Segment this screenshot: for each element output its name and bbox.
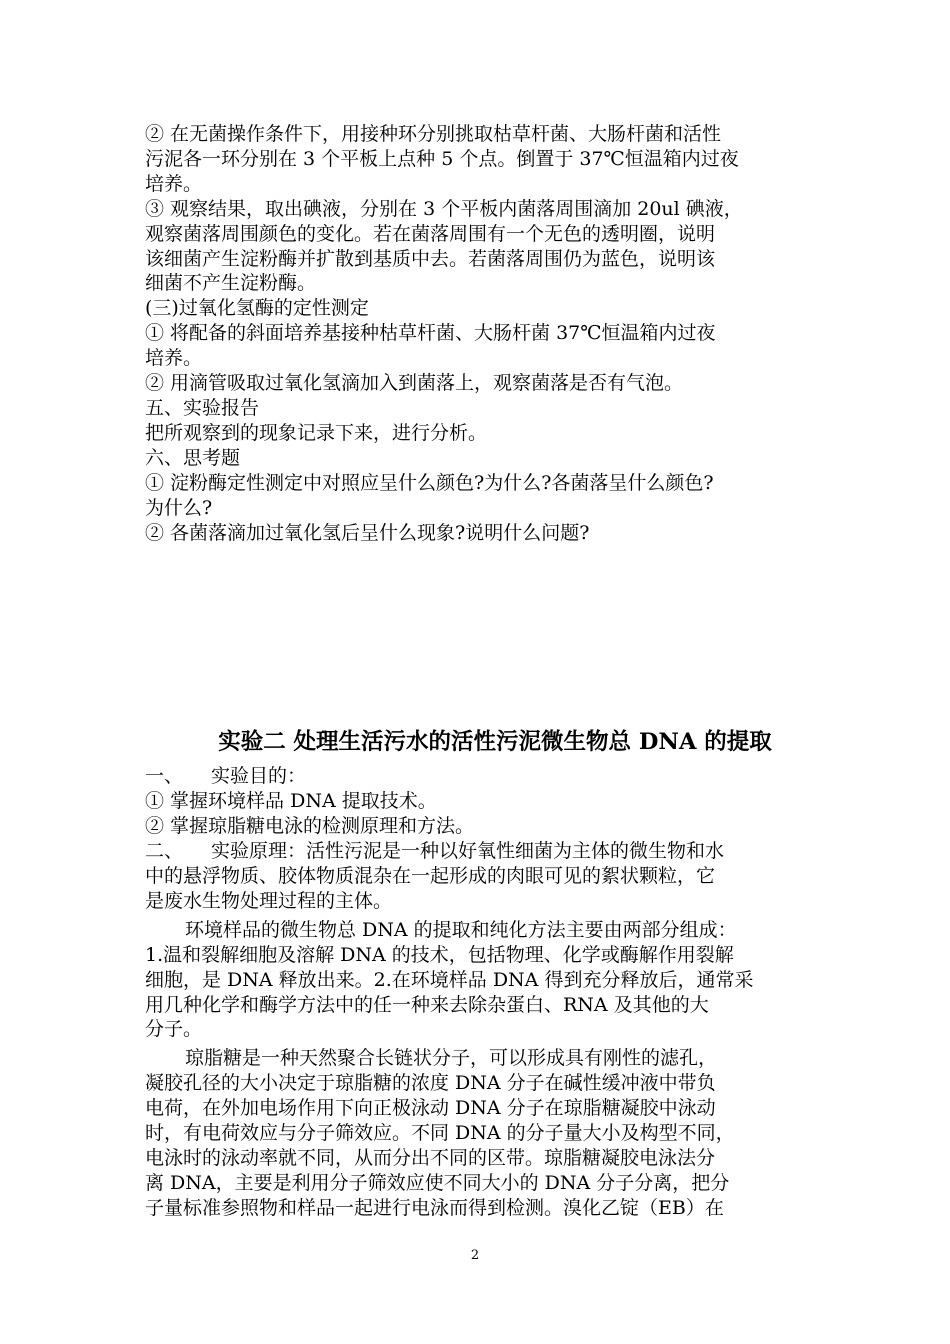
blank-space — [145, 545, 825, 727]
section-starch-catalase — [145, 122, 825, 545]
text-line: 时，有电荷效应与分子筛效应。不同 DNA 的分子量大小及构型不同， — [145, 1122, 735, 1145]
experiment-title: 实验二 处理生活污水的活性污泥微生物总 DNA 的提取 — [218, 729, 772, 756]
text-line: 环境样品的微生物总 DNA 的提取和纯化方法主要由两部分组成： — [185, 918, 737, 941]
text-line: 是废水生物处理过程的主体。 — [145, 889, 393, 912]
page-number: 2 — [470, 1248, 480, 1263]
text-line: 电泳时的泳动率就不同，从而分出不同的区带。琼脂糖凝胶电泳法分 — [145, 1147, 716, 1169]
text-line: 1.温和裂解细胞及溶解 DNA 的技术，包括物理、化学或酶解作用裂解 — [145, 943, 734, 966]
text-line: ② 在无菌操作条件下，用接种环分别挑取枯草杆菌、大肠杆菌和活性 — [145, 123, 722, 145]
purpose-heading — [145, 764, 825, 789]
principle-heading — [145, 839, 825, 864]
section-heading-text: 实验原理：活性污泥是一种以好氧性细菌为主体的微生物和水 — [211, 840, 725, 863]
paragraph-agarose-electrophoresis — [145, 1046, 825, 1220]
text-line: 中的悬浮物质、胶体物质混杂在一起形成的肉眼可见的絮状颗粒，它 — [145, 865, 716, 888]
text-line: ② 用滴管吸取过氧化氢滴加入到菌落上，观察菌落是否有气泡。 — [145, 372, 684, 395]
text-line: 细胞，是 DNA 释放出来。2.在环境样品 DNA 得到充分释放后，通常采 — [145, 968, 754, 991]
subsection-heading: (三)过氧化氢酶的定性测定 — [145, 297, 369, 320]
text-line: 离 DNA，主要是利用分子筛效应使不同大小的 DNA 分子分离，把分 — [145, 1171, 730, 1194]
section-purpose — [145, 764, 825, 839]
text-line: 琼脂糖是一种天然聚合长链状分子，可以形成具有刚性的滤孔， — [185, 1047, 718, 1070]
document-body — [145, 122, 825, 1221]
text-line: ① 淀粉酶定性测定中对照应呈什么颜色?为什么?各菌落呈什么颜色? — [145, 471, 714, 494]
section-number: 一、 — [145, 765, 184, 788]
text-line: 细菌不产生淀粉酶。 — [145, 272, 317, 295]
text-line: 培养。 — [145, 172, 203, 195]
text-line: 污泥各一环分别在 3 个平板上点种 5 个点。倒置于 37℃恒温箱内过夜 — [145, 147, 739, 170]
list-item: ② 掌握琼脂糖电泳的检测原理和方法。 — [145, 815, 475, 838]
text-line: 用几种化学和酶学方法中的任一种来去除杂蛋白、RNA 及其他的大 — [145, 993, 709, 1016]
text-line: 子量标准参照物和样品一起进行电泳而得到检测。溴化乙锭（EB）在 — [145, 1196, 724, 1219]
text-line: ① 将配备的斜面培养基接种枯草杆菌、大肠杆菌 37℃恒温箱内过夜 — [145, 322, 716, 345]
section-heading: 五、实验报告 — [145, 396, 260, 419]
text-line: 凝胶孔径的大小决定于琼脂糖的浓度 DNA 分子在碱性缓冲液中带负 — [145, 1072, 716, 1095]
text-line: 观察菌落周围颜色的变化。若在菌落周围有一个无色的透明圈，说明 — [145, 222, 716, 245]
paragraph-extraction-methods — [145, 918, 825, 1043]
text-line: 该细菌产生淀粉酶并扩散到基质中去。若菌落周围仍为蓝色，说明该 — [145, 247, 716, 270]
text-line: ③ 观察结果，取出碘液，分别在 3 个平板内菌落周围滴加 20ul 碘液， — [145, 197, 743, 220]
text-line: 培养。 — [145, 347, 203, 370]
section-number: 二、 — [145, 840, 184, 863]
list-item: ① 掌握环境样品 DNA 提取技术。 — [145, 790, 437, 813]
text-line: 把所观察到的现象记录下来，进行分析。 — [145, 421, 488, 444]
section-heading: 六、思考题 — [145, 446, 241, 469]
text-line: 电荷，在外加电场作用下向正极泳动 DNA 分子在琼脂糖凝胶中泳动 — [145, 1097, 716, 1120]
text-line: 为什么? — [145, 496, 213, 519]
text-line: 分子。 — [145, 1018, 203, 1041]
section-heading-text: 实验目的： — [211, 765, 307, 788]
text-line: ② 各菌落滴加过氧化氢后呈什么现象?说明什么问题? — [145, 521, 590, 544]
section-principle — [145, 839, 825, 914]
